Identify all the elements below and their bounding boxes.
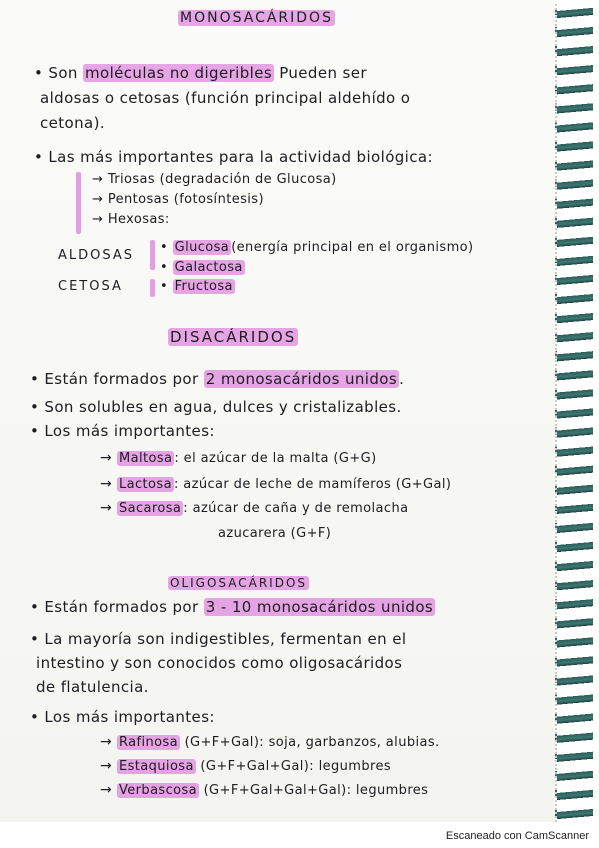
section-title-oligosacaridos: OLIGOSACÁRIDOS: [170, 576, 308, 590]
mono-bullet-1-line-1: • Son moléculas no digeribles Pueden ser: [34, 64, 367, 82]
section-title-disacaridos: DISACÁRIDOS: [170, 328, 297, 346]
item-hexosas: → Hexosas:: [92, 212, 170, 227]
mono-bullet-2: • Las más importantes para la actividad biológica:: [34, 148, 433, 166]
item-galactosa: • Galactosa: [160, 260, 243, 275]
item-pentosas: → Pentosas (fotosíntesis): [92, 192, 264, 207]
notebook-spiral-binding: [555, 4, 593, 822]
oligo-bullet-3: • Los más importantes:: [30, 708, 215, 726]
oligo-bullet-2-line-2: intestino y son conocidos como oligosacáridos: [36, 654, 403, 672]
item-triosas: → Triosas (degradación de Glucosa): [92, 172, 337, 187]
item-sacarosa: → Sacarosa : azúcar de caña y de remolacha: [100, 500, 409, 516]
disa-bullet-3: • Los más importantes:: [30, 422, 215, 440]
label-cetosa: CETOSA: [58, 279, 123, 294]
item-sacarosa-line-2: azucarera (G+F): [218, 526, 332, 541]
item-lactosa: → Lactosa : azúcar de leche de mamíferos (G+Gal): [100, 476, 452, 492]
oligo-bullet-2-line-3: de flatulencia.: [36, 678, 149, 696]
mono-bullet-1-line-3: cetona).: [40, 114, 106, 132]
aldosas-bracket: [150, 240, 155, 270]
disa-bullet-2: • Son solubles en agua, dulces y cristalizables.: [30, 398, 402, 416]
item-maltosa: → Maltosa : el azúcar de la malta (G+G): [100, 450, 377, 466]
types-bracket: [76, 172, 81, 234]
scanner-watermark: Escaneado con CamScanner: [445, 830, 589, 842]
oligo-bullet-1: • Están formados por 3 - 10 monosacáridos unidos: [30, 598, 434, 616]
disa-bullet-1: • Están formados por 2 monosacáridos unidos .: [30, 370, 405, 388]
section-title-monosacaridos: MONOSACÁRIDOS: [180, 10, 333, 26]
item-estaquiosa: → Estaquiosa (G+F+Gal+Gal): legumbres: [100, 758, 392, 774]
mono-bullet-1-line-2: aldosas o cetosas (función principal aldehído o: [40, 89, 411, 107]
item-rafinosa: → Rafinosa (G+F+Gal): soja, garbanzos, alubias.: [100, 734, 440, 750]
item-glucosa: • Glucosa (energía principal en el organismo): [160, 240, 474, 255]
oligo-bullet-2-line-1: • La mayoría son indigestibles, fermentan en el: [30, 630, 407, 648]
label-aldosas: ALDOSAS: [58, 248, 135, 263]
item-fructosa: • Fructosa: [160, 279, 233, 294]
cetosa-bracket: [150, 279, 155, 297]
item-verbascosa: → Verbascosa (G+F+Gal+Gal+Gal): legumbres: [100, 782, 429, 798]
